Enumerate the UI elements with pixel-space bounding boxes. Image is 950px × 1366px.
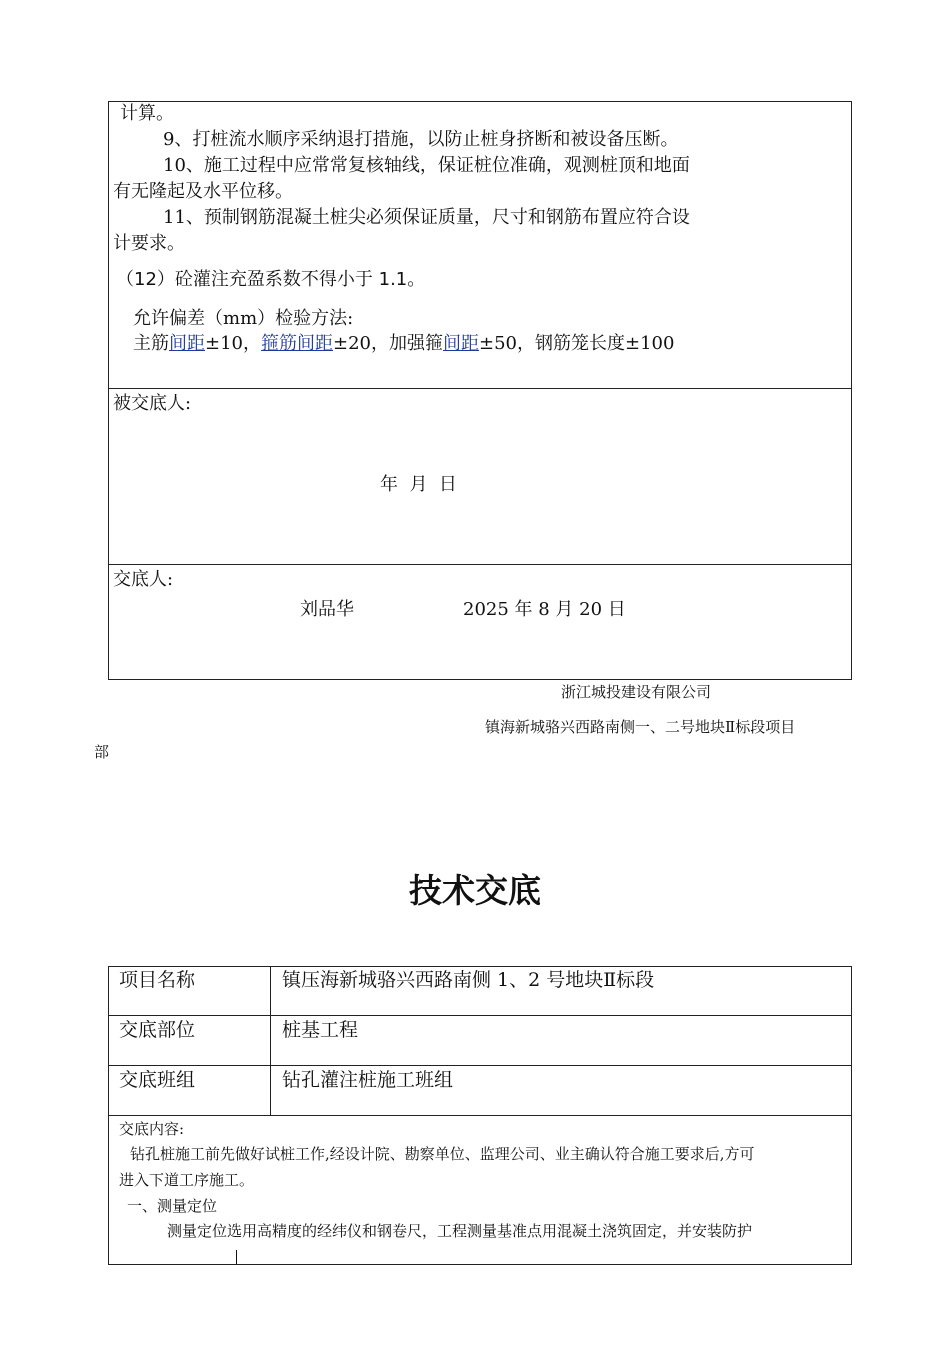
giver-label: 交底人: [113,569,174,590]
content-label: 交底内容: [119,1120,185,1138]
receiver-label: 被交底人: [113,393,192,414]
footer-company: 浙江城投建设有限公司 [561,683,712,701]
footer-project-line-1: 镇海新城骆兴西路南侧一、二号地块Ⅱ标段项目 [485,718,796,736]
tolerance-part: ±50，钢筋笼长度±100 [479,333,675,354]
row-label-project-name: 项目名称 [119,969,196,991]
content-text-line-3: 一、测量定位 [127,1197,218,1215]
receiver-date: 年 月 日 [380,474,457,495]
tolerance-line [133,331,674,357]
content-text-line-4: 测量定位选用高精度的经纬仪和钢卷尺，工程测量基准点用混凝土浇筑固定，并安装防护 [167,1222,753,1240]
content-line-3: 10、施工过程中应常常复核轴线，保证桩位准确，观测桩顶和地面 [163,155,690,176]
content-line-1: 计算。 [120,103,174,124]
lower-table-row-divider-3 [108,1115,852,1116]
footer-project-line-2: 部 [94,743,110,761]
page-title: 技术交底 [409,871,541,910]
text-cursor [236,1250,237,1264]
item-12-text: （12）砼灌注充盈系数不得小于 1.1。 [116,269,426,290]
spacing-link[interactable]: 间距 [297,333,333,354]
tolerance-part: 主筋 [133,333,169,354]
row-value-project-name: 镇压海新城骆兴西路南侧 1、2 号地块Ⅱ标段 [282,969,655,991]
tolerance-part: ±10， [205,333,261,354]
giver-name: 刘品华 [300,599,354,620]
lower-table-row-divider-1 [108,1015,852,1016]
content-line-6: 计要求。 [113,233,185,254]
content-line-2: 9、打桩流水顺序采纳退打措施，以防止桩身挤断和被设备压断。 [163,129,679,150]
spacing-link[interactable]: 间距 [443,333,479,354]
tolerance-title: 允许偏差（mm）检验方法: [133,308,354,329]
row-value-team: 钻孔灌注桩施工班组 [282,1069,454,1091]
tolerance-part: ±20，加强箍 [333,333,443,354]
row-value-location: 桩基工程 [282,1019,359,1041]
content-text-line-1: 钻孔桩施工前先做好试桩工作,经设计院、勘察单位、监理公司、业主确认符合施工要求后,方可 [130,1145,755,1163]
giver-date: 2025 年 8 月 20 日 [463,599,626,620]
lower-table-row-divider-2 [108,1065,852,1066]
upper-table-divider-1 [108,388,852,389]
content-line-4: 有无隆起及水平位移。 [113,181,293,202]
row-label-location: 交底部位 [119,1019,196,1041]
content-line-5: 11、预制钢筋混凝土桩尖必须保证质量，尺寸和钢筋布置应符合设 [163,207,690,228]
spacing-link[interactable]: 间距 [169,333,205,354]
upper-table-divider-2 [108,564,852,565]
row-label-team: 交底班组 [119,1069,196,1091]
lower-table-col-divider [270,966,271,1115]
stirrup-link[interactable]: 箍筋 [261,333,297,354]
content-text-line-2: 进入下道工序施工。 [119,1171,255,1189]
